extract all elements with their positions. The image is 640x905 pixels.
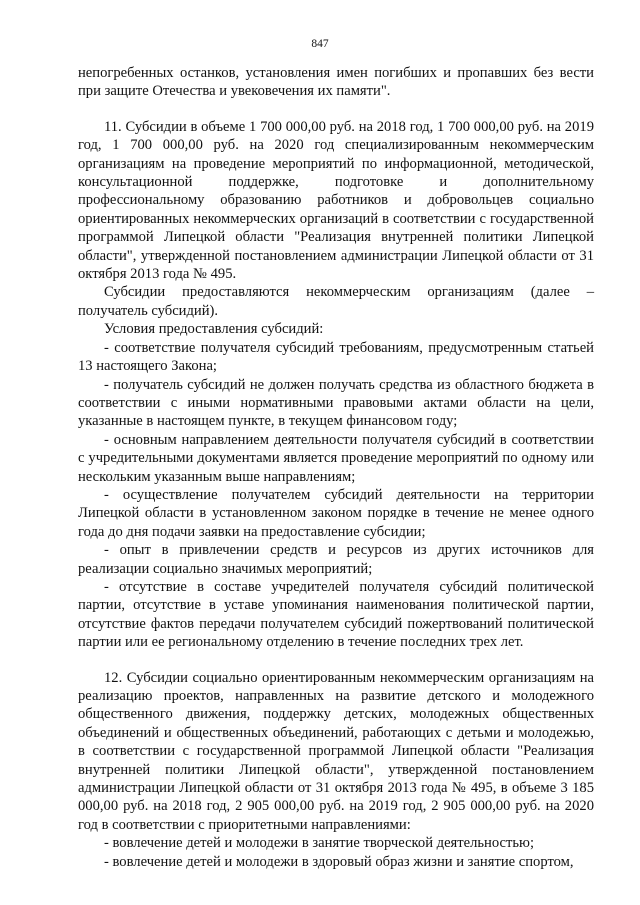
paragraph: - отсутствие в составе учредителей получателя субсидий политической партии, отсутствие в уставе упоминания наименования политической партии, отсутствие фактов передачи получателем субсидий пожертвований политической партии или ее региональному отделению в течение последних трех лет. [78, 578, 594, 651]
body-text [78, 64, 594, 871]
paragraph: - основным направлением деятельности получателя субсидий в соответствии с учредительными документами является проведение мероприятий по одному или нескольким указанным выше направлениям; [78, 431, 594, 485]
paragraph: - соответствие получателя субсидий требованиям, предусмотренным статьей 13 настоящего Закона; [78, 339, 594, 375]
paragraph: 12. Субсидии социально ориентированным некоммерческим организациям на реализацию проектов, направленных на развитие детского и молодежного общественного движения, поддержку детских, молодежных общественных объединений и общественных объединений, работающих с детьми и молодежью, в соответствии с государственной программой Липецкой области "Реализация внутренней политики Липецкой области", утвержденной постановлением администрации Липецкой области от 31 октября 2013 года № 495, в объеме 3 185 000,00 руб. на 2018 год, 2 905 000,00 руб. на 2019 год, 2 905 000,00 руб. на 2020 год в соответствии с приоритетными направлениями: [78, 669, 594, 833]
paragraph: Субсидии предоставляются некоммерческим организациям (далее – получатель субсидий). [78, 284, 594, 319]
paragraph: - вовлечение детей и молодежи в занятие творческой деятельностью; [104, 835, 534, 852]
paragraph: - осуществление получателем субсидий деятельности на территории Липецкой области в установленном законом порядке в течение не менее одного года до дня подачи заявки на предоставление субсидии; [78, 486, 594, 540]
paragraph: - опыт в привлечении средств и ресурсов из других источников для реализации социально значимых мероприятий; [78, 542, 594, 577]
paragraph: - получатель субсидий не должен получать средства из областного бюджета в соответствии с иными нормативными правовыми актами области на цели, указанные в настоящем пункте, в текущем финансовом году; [78, 376, 594, 430]
paragraph: Условия предоставления субсидий: [104, 321, 324, 338]
paragraph: - вовлечение детей и молодежи в здоровый образ жизни и занятие спортом, [104, 853, 574, 870]
paragraph-gap [78, 652, 594, 669]
paragraph: 11. Субсидии в объеме 1 700 000,00 руб. на 2018 год, 1 700 000,00 руб. на 2019 год, 1 700 000,00 руб. на 2020 год специализированным некоммерческим организациям на проведение мероприятий по информационной, методической, консультационной поддержке, подготовке и дополнительному профессиональному образованию работников и добровольцев социально ориентированных некоммерческих организаций в соответствии с государственной программой Липецкой области "Реализация внутренней политики Липецкой области", утвержденной постановлением администрации Липецкой области от 31 октября 2013 года № 495. [78, 118, 594, 283]
page-number: 847 [311, 38, 329, 50]
paragraph-gap [78, 101, 594, 118]
paragraph: непогребенных останков, установления имен погибших и пропавших без вести при защите Отечества и увековечения их памяти". [78, 65, 594, 100]
